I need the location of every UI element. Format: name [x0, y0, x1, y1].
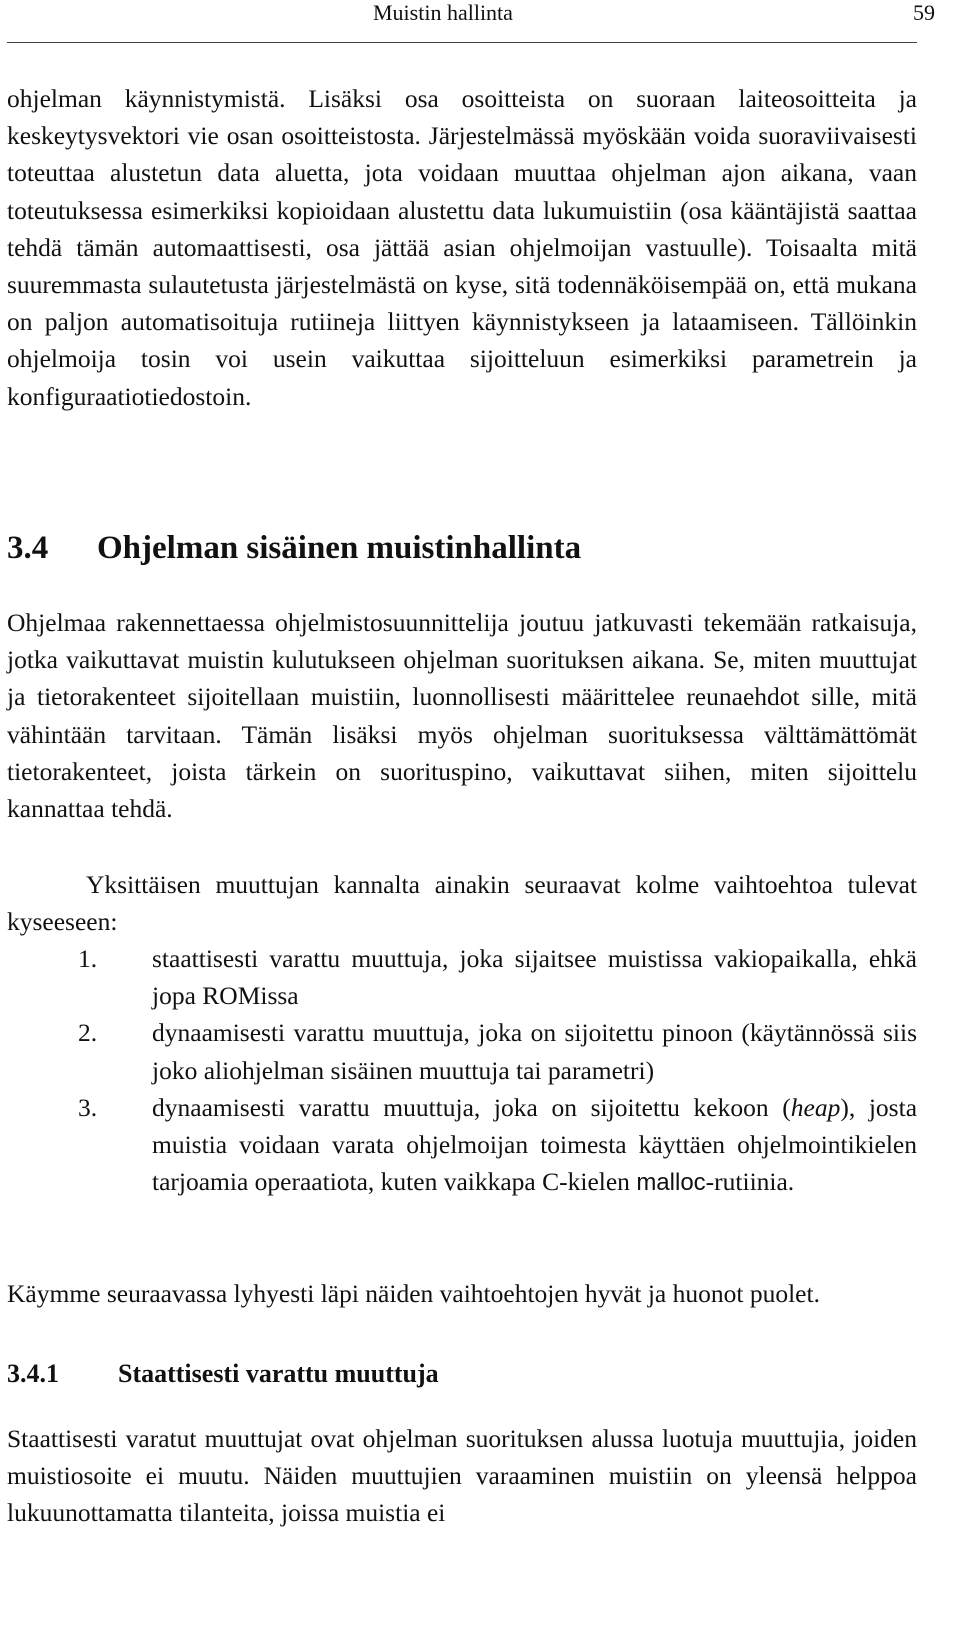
list-item	[7, 940, 917, 1014]
list-item-number: 3.	[78, 1092, 98, 1122]
section-heading	[7, 525, 917, 571]
list-item-text: staattisesti varattu muuttuja, joka sijaitsee muistissa vakiopaikalla, ehkä jopa ROMissa	[152, 944, 917, 1011]
paragraph-section-intro: Ohjelmaa rakennettaessa ohjelmistosuunnittelija joutuu jatkuvasti tekemään ratkaisuja, jotka vaikuttavat muistin kulutukseen ohjelman suorituksen aikana. Se, miten muuttujat ja tietorakenteet sijoitellaan muistiin, luonnollisesti määrittelee reunaehdot sille, mitä vähintään tarvitaan. Tämän lisäksi myös ohjelman suorituksessa välttämättömät tietorakenteet, joista tärkein on suorituspino, vaikuttavat siihen, miten sijoittelu kannattaa tehdä.	[7, 608, 917, 824]
subsection-title: Staattisesti varattu muuttuja	[118, 1359, 439, 1388]
header-rule	[7, 42, 917, 43]
options-list	[7, 940, 917, 1201]
running-title: Muistin hallinta	[373, 0, 513, 25]
subsection-number: 3.4.1	[7, 1359, 59, 1388]
list-item-text-end: -rutiinia.	[705, 1167, 795, 1197]
list-item-text-start: dynaamisesti varattu muuttuja, joka on sijoitettu kekoon (	[152, 1092, 791, 1122]
list-item	[7, 1089, 917, 1202]
page-header	[0, 0, 960, 30]
malloc-code: malloc	[636, 1169, 706, 1197]
list-item-text: dynaamisesti varattu muuttuja, joka on sijoitettu pinoon (käytännössä siis joko aliohjelman sisäinen muuttuja tai parametri)	[152, 1018, 917, 1085]
section-title: Ohjelman sisäinen muistinhallinta	[97, 530, 582, 566]
list-item-number: 2.	[78, 1018, 98, 1048]
subsection-heading	[7, 1356, 917, 1392]
list-item	[7, 1014, 917, 1088]
list-item-text-middle: ), josta muistia voidaan varata ohjelmoijan toimesta käyttäen ohjelmointikielen tarjoamia operaatiota, kuten vaikkapa C-kielen	[152, 1092, 918, 1197]
list-item-text	[152, 1089, 917, 1202]
heap-term: heap	[790, 1092, 841, 1122]
section-number: 3.4	[7, 530, 49, 566]
paragraph-static-intro: Staattisesti varatut muuttujat ovat ohjelman suorituksen alussa luotuja muuttujia, joiden muistiosoite ei muutu. Näiden muuttujien varaaminen muistiin on yleensä helppoa lukuunottamatta tilanteita, joissa muistia ei	[7, 1424, 917, 1528]
list-item-number: 1.	[78, 944, 98, 973]
page-number: 59	[913, 0, 935, 25]
paragraph-summary: Käymme seuraavassa lyhyesti läpi näiden vaihtoehtojen hyvät ja huonot puolet.	[7, 1279, 820, 1308]
paragraph-options-lead: Yksittäisen muuttujan kannalta ainakin seuraavat kolme vaihtoehtoa tulevat kyseeseen:	[7, 870, 917, 937]
paragraph-intro: ohjelman käynnistymistä. Lisäksi osa osoitteista on suoraan laiteosoitteita ja keskeytysvektori vie osan osoitteistosta. Järjestelmässä myöskään voida suoraviivaisesti toteuttaa alustetun data aluetta, jota voidaan muuttaa ohjelman ajon aikana, vaan toteutuksessa esimerkiksi kopioidaan alustettu data lukumuistiin (osa kääntäjistä saattaa tehdä tämän automaattisesti, osa jättää asian ohjelmoijan vastuulle). Toisaalta mitä suuremmasta sulautetusta järjestelmästä on kyse, sitä todennäköisempää on, että mukana on paljon automatisoituja rutiineja liittyen käynnistykseen ja lataamiseen. Tällöinkin ohjelmoija tosin voi usein vaikuttaa sijoitteluun esimerkiksi parametrein ja konfiguraatiotiedostoin.	[7, 84, 917, 411]
